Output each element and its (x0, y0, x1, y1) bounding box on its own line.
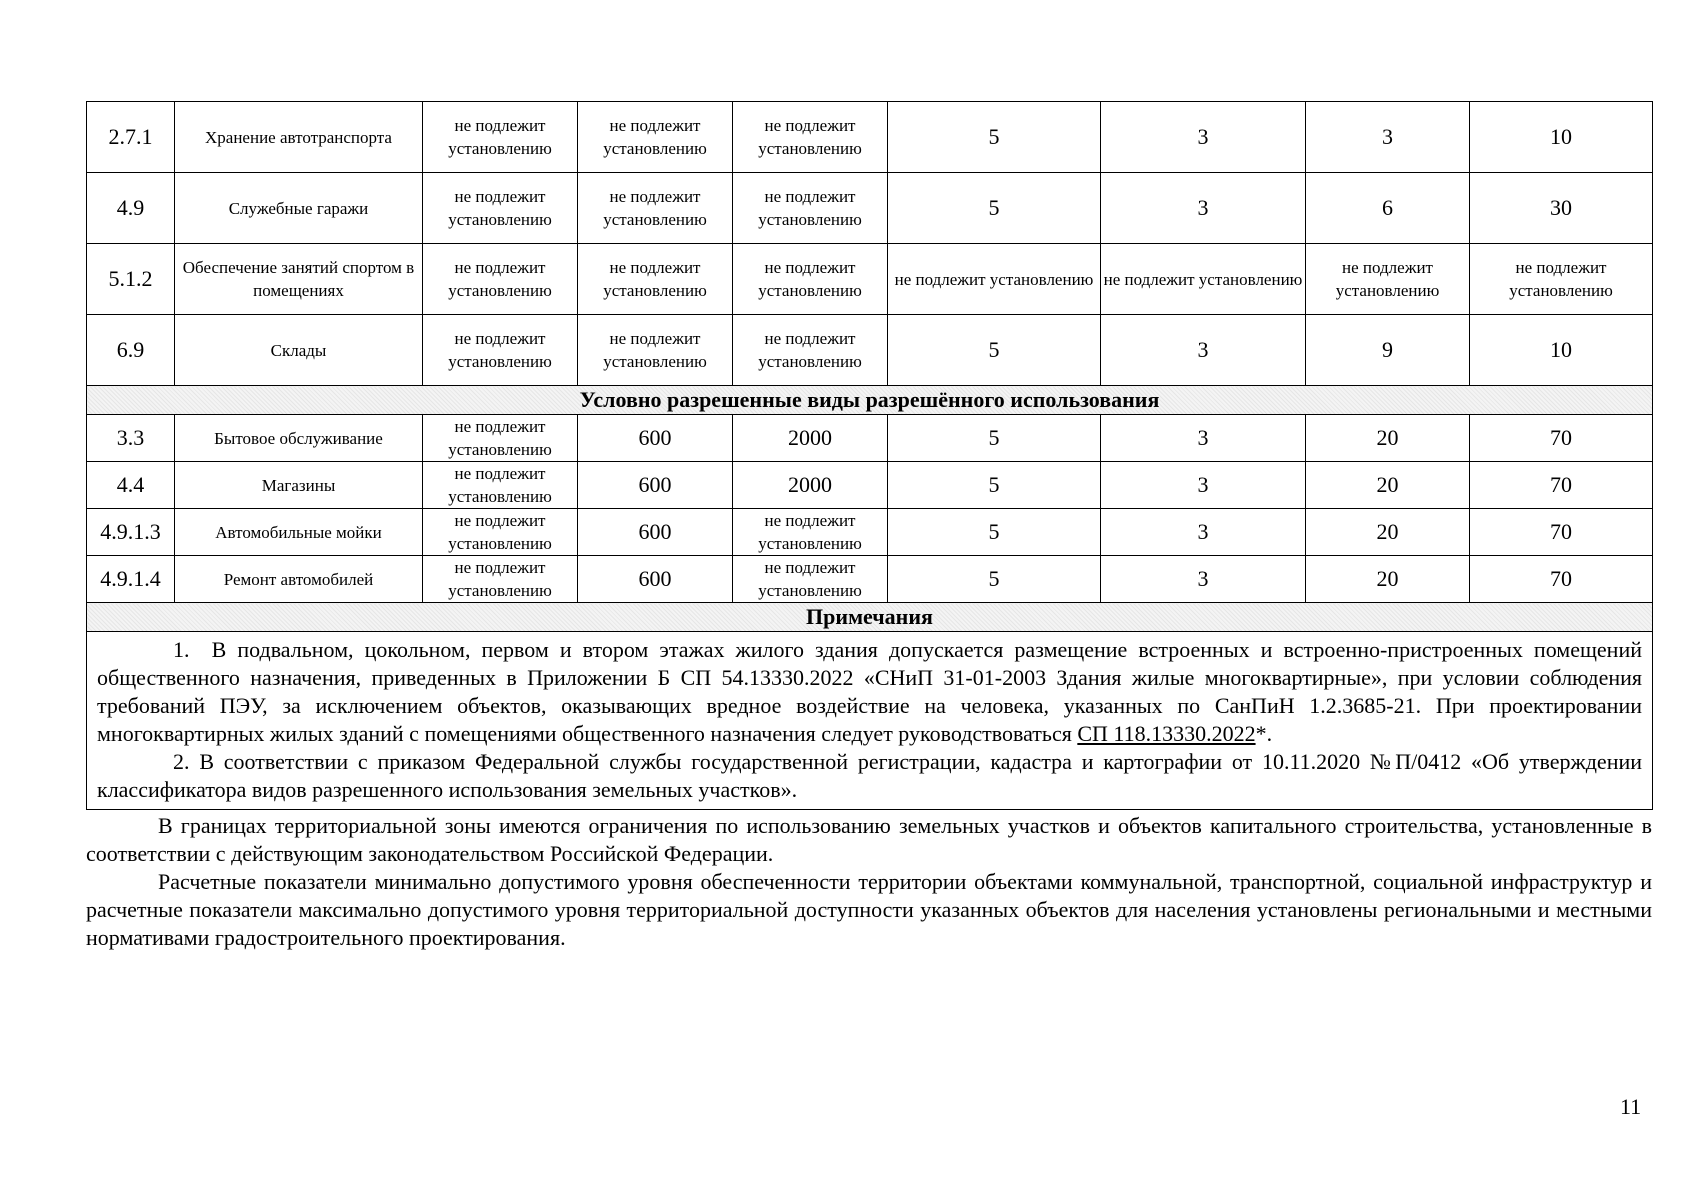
value-cell: 3 (1101, 315, 1306, 386)
value-cell: 3 (1101, 462, 1306, 509)
use-name-cell: Магазины (175, 462, 423, 509)
value-cell: 70 (1470, 462, 1653, 509)
value-cell: не подлежит установлению (578, 315, 733, 386)
code-cell: 6.9 (87, 315, 175, 386)
value-cell: не подлежит установлению (733, 509, 888, 556)
code-cell: 4.4 (87, 462, 175, 509)
note-2 (97, 748, 1642, 804)
value-cell: не подлежит установлению (423, 462, 578, 509)
value-cell: 6 (1306, 173, 1470, 244)
table-row (87, 462, 1653, 509)
value-cell: не подлежит установлению (1101, 244, 1306, 315)
value-cell: не подлежит установлению (423, 509, 578, 556)
notes-title: Примечания (87, 603, 1653, 632)
value-cell: 3 (1101, 415, 1306, 462)
value-cell: 3 (1101, 173, 1306, 244)
value-cell: не подлежит установлению (733, 244, 888, 315)
table-row (87, 556, 1653, 603)
value-cell: 30 (1470, 173, 1653, 244)
value-cell: не подлежит установлению (1306, 244, 1470, 315)
section-header-conditional: Условно разрешенные виды разрешённого использования (87, 386, 1653, 415)
sp-118-link[interactable]: СП 118.13330.2022 (1077, 721, 1256, 746)
value-cell: 70 (1470, 556, 1653, 603)
value-cell: 600 (578, 556, 733, 603)
table-row (87, 102, 1653, 173)
table-row (87, 415, 1653, 462)
value-cell: не подлежит установлению (423, 102, 578, 173)
use-name-cell: Обеспечение занятий спортом в помещениях (175, 244, 423, 315)
value-cell: 3 (1101, 509, 1306, 556)
value-cell: 5 (888, 556, 1101, 603)
note-1-number: 1. (173, 637, 190, 662)
value-cell: 10 (1470, 315, 1653, 386)
value-cell: 20 (1306, 509, 1470, 556)
note-2-number: 2. (173, 749, 190, 774)
value-cell: 600 (578, 415, 733, 462)
table-row (87, 244, 1653, 315)
value-cell: не подлежит установлению (423, 173, 578, 244)
value-cell: 9 (1306, 315, 1470, 386)
notes-row (87, 632, 1653, 810)
value-cell: не подлежит установлению (423, 244, 578, 315)
value-cell: не подлежит установлению (578, 244, 733, 315)
table-row (87, 173, 1653, 244)
code-cell: 2.7.1 (87, 102, 175, 173)
value-cell: 20 (1306, 415, 1470, 462)
value-cell: не подлежит установлению (733, 173, 888, 244)
notes-header-row (87, 603, 1653, 632)
value-cell: 5 (888, 415, 1101, 462)
value-cell: не подлежит установлению (578, 102, 733, 173)
value-cell: 70 (1470, 415, 1653, 462)
note-2-text: В соответствии с приказом Федеральной службы государственной регистрации, кадастра и картографии от 10.11.2020 №П/0412 «Об утверждении классификатора видов разрешенного использования земельных участков». (97, 749, 1643, 802)
paragraph-restrictions: В границах территориальной зоны имеются ограничения по использованию земельных участков и объектов капитального строительства, установленные в соответствии с действующим законодательством Российской Федерации. (86, 813, 1652, 866)
notes-cell (87, 632, 1653, 810)
value-cell: 5 (888, 173, 1101, 244)
value-cell: 5 (888, 102, 1101, 173)
use-name-cell: Ремонт автомобилей (175, 556, 423, 603)
page-content (86, 101, 1652, 952)
zoning-parameters-table (86, 101, 1653, 810)
value-cell: не подлежит установлению (578, 173, 733, 244)
value-cell: 600 (578, 509, 733, 556)
value-cell: не подлежит установлению (423, 556, 578, 603)
use-name-cell: Бытовое обслуживание (175, 415, 423, 462)
table-row (87, 509, 1653, 556)
table-row (87, 315, 1653, 386)
use-name-cell: Автомобильные мойки (175, 509, 423, 556)
note-1 (97, 636, 1642, 748)
value-cell: не подлежит установлению (733, 556, 888, 603)
value-cell: 70 (1470, 509, 1653, 556)
value-cell: 10 (1470, 102, 1653, 173)
use-name-cell: Хранение автотранспорта (175, 102, 423, 173)
note-1-text: В подвальном, цокольном, первом и втором этажах жилого здания допускается размещение встроенных и встроенно-пристроенных помещений общественного назначения, приведенных в Приложении Б СП 54.13330.2022 «СНиП 31-01-2003 Здания жилые многоквартирные», при условии соблюдения требований ПЭУ, за исключением объектов, оказывающих вредное воздействие на человека, указанных по СанПиН 1.2.3685-21. При проектировании многоквартирных жилых зданий с помещениями общественного назначения следует руководствоваться (97, 637, 1642, 746)
value-cell: не подлежит установлению (888, 244, 1101, 315)
value-cell: 3 (1306, 102, 1470, 173)
value-cell: 5 (888, 509, 1101, 556)
value-cell: 3 (1101, 102, 1306, 173)
code-cell: 3.3 (87, 415, 175, 462)
value-cell: не подлежит установлению (1470, 244, 1653, 315)
value-cell: 5 (888, 462, 1101, 509)
code-cell: 4.9 (87, 173, 175, 244)
value-cell: 2000 (733, 462, 888, 509)
value-cell: не подлежит установлению (423, 415, 578, 462)
code-cell: 4.9.1.3 (87, 509, 175, 556)
value-cell: 20 (1306, 462, 1470, 509)
page-number: 11 (1620, 1094, 1642, 1119)
value-cell: 3 (1101, 556, 1306, 603)
value-cell: не подлежит установлению (733, 102, 888, 173)
value-cell: 2000 (733, 415, 888, 462)
note-1-tail: *. (1255, 721, 1273, 746)
value-cell: 20 (1306, 556, 1470, 603)
use-name-cell: Служебные гаражи (175, 173, 423, 244)
code-cell: 4.9.1.4 (87, 556, 175, 603)
paragraph-calculated-indicators: Расчетные показатели минимально допустимого уровня обеспеченности территории объектами коммунальной, транспортной, социальной инфраструктур и расчетные показатели максимально допустимого уровня территориальной доступности указанных объектов для населения установлены региональными и местными нормативами градостроительного проектирования. (86, 869, 1652, 950)
code-cell: 5.1.2 (87, 244, 175, 315)
value-cell: 5 (888, 315, 1101, 386)
section-header-row (87, 386, 1653, 415)
use-name-cell: Склады (175, 315, 423, 386)
value-cell: не подлежит установлению (733, 315, 888, 386)
value-cell: не подлежит установлению (423, 315, 578, 386)
value-cell: 600 (578, 462, 733, 509)
